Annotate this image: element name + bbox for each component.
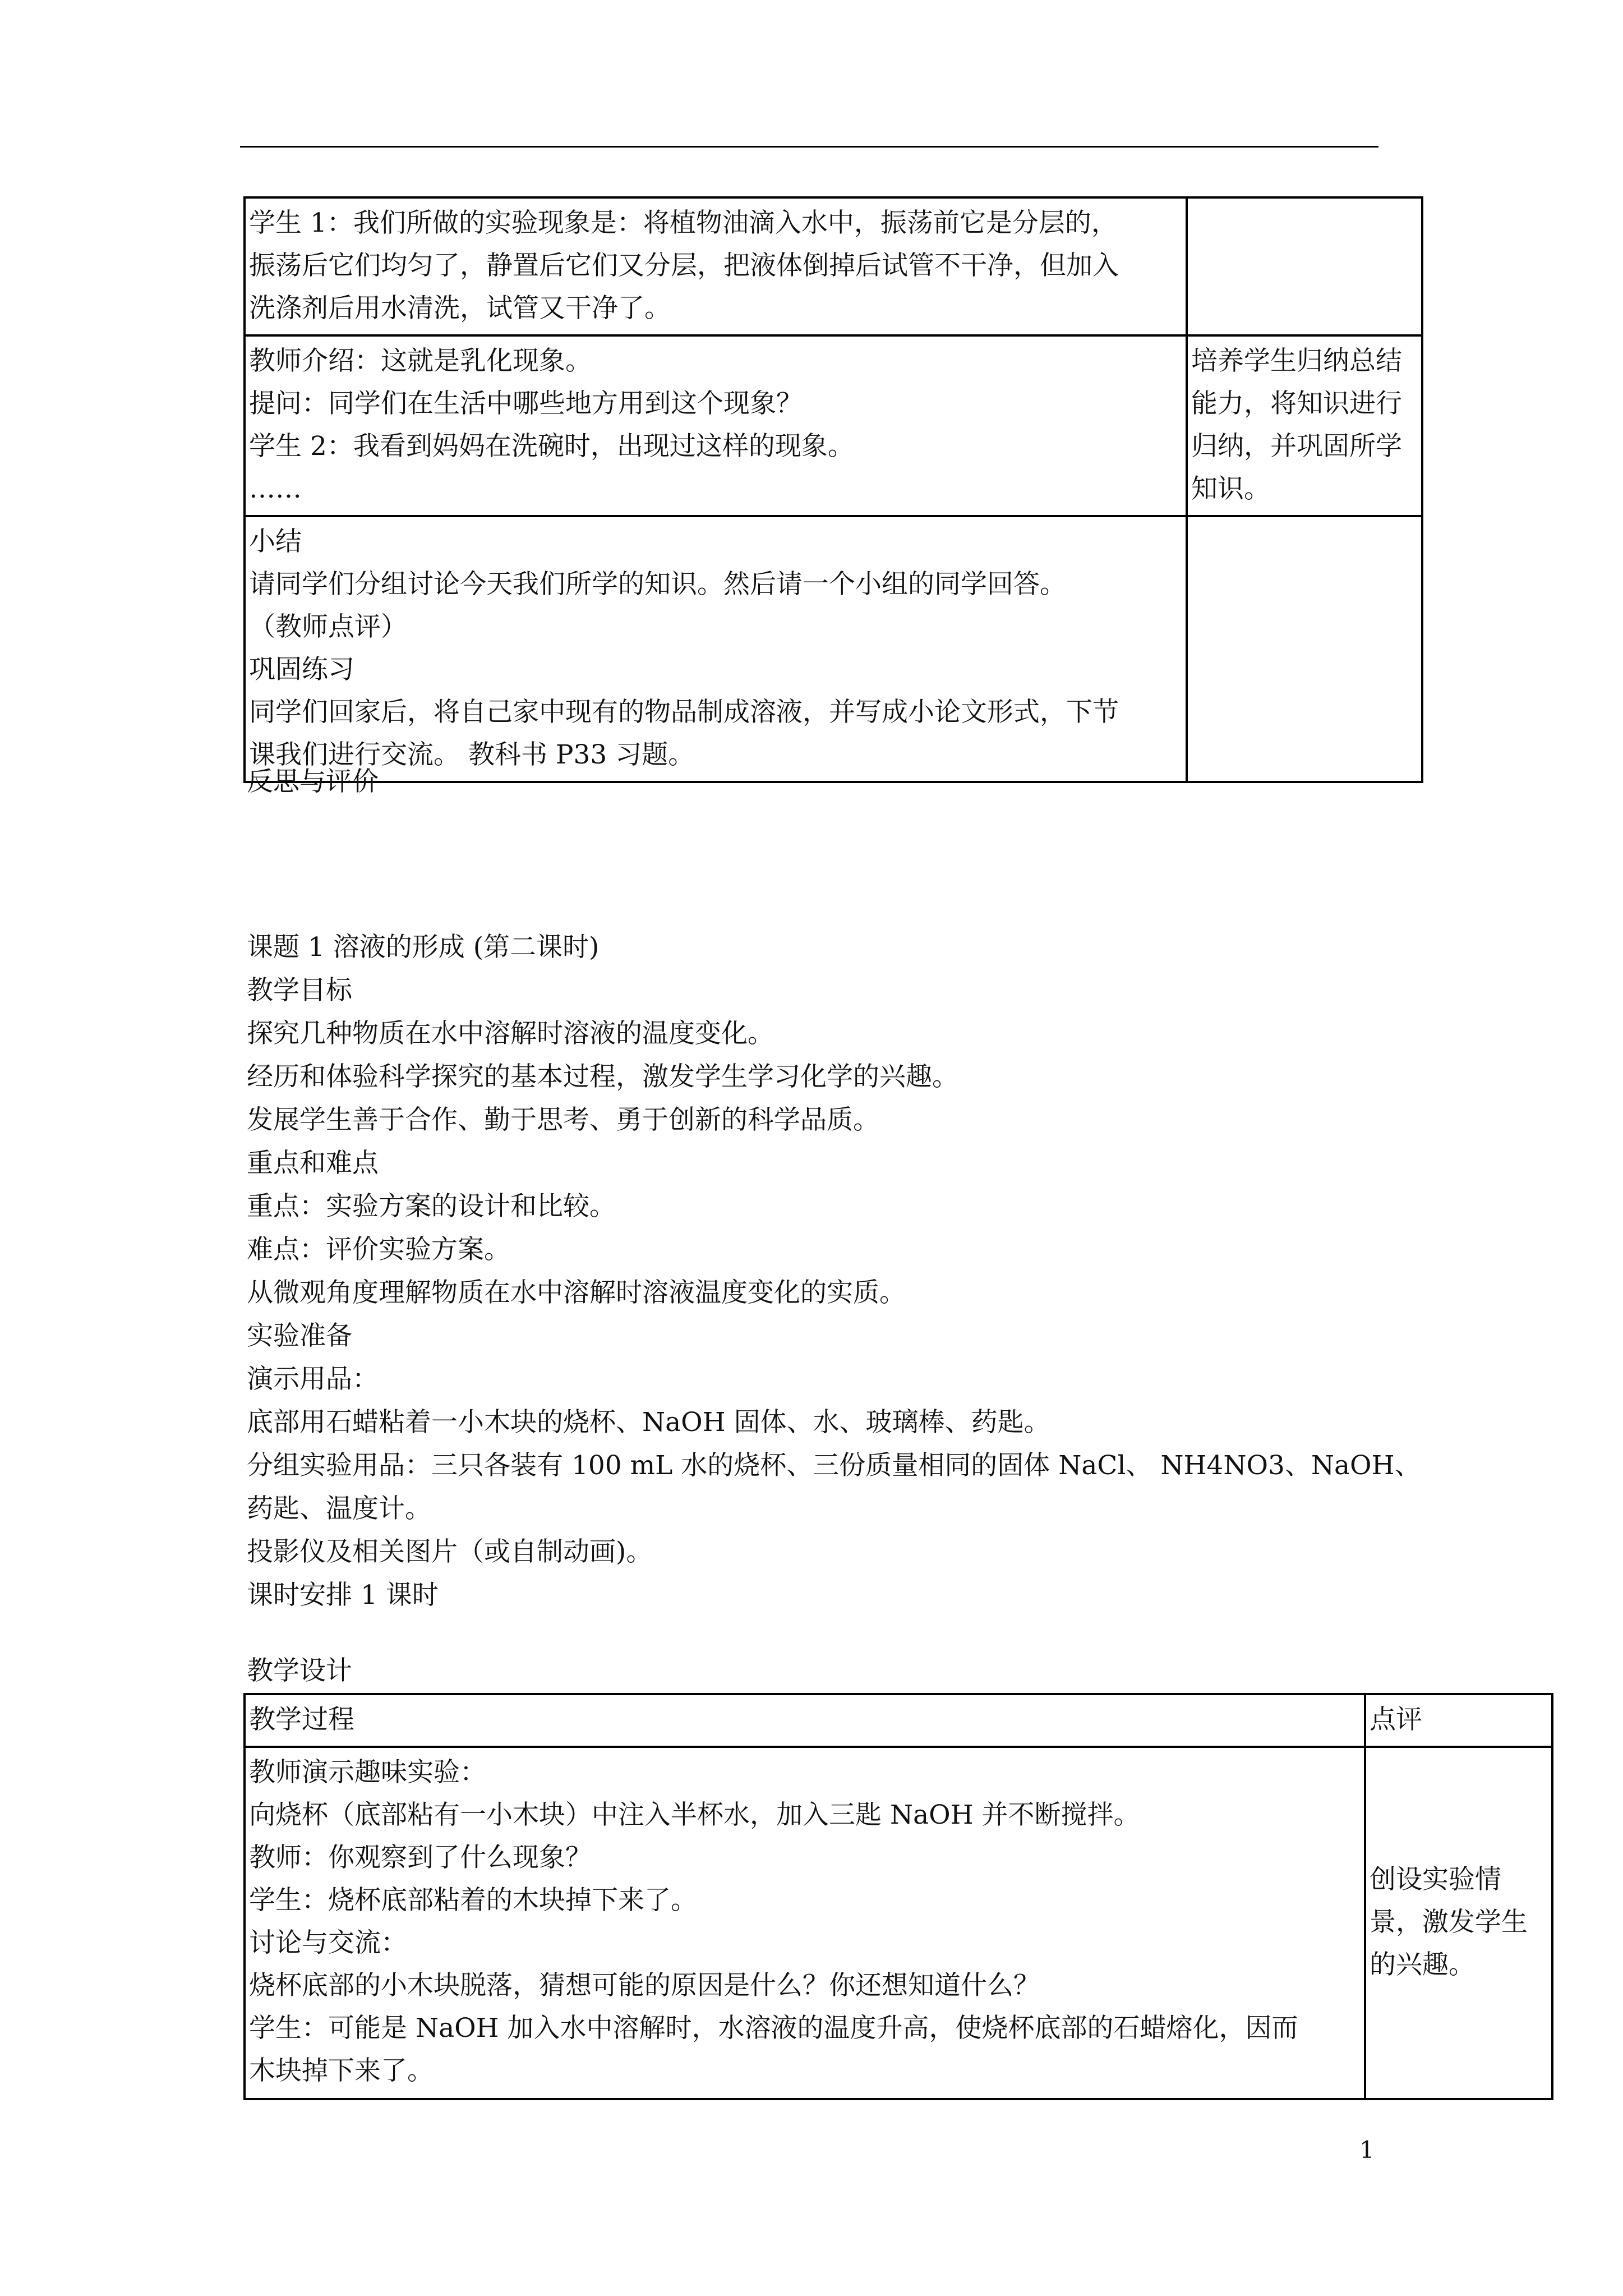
process-line: 教师：你观察到了什么现象？ [249,1842,592,1873]
lesson-line: 重点：实验方案的设计和比较。 [247,1191,616,1222]
process-line: 木块掉下来了。 [249,2055,434,2086]
table-row [245,1747,1552,2099]
process-line: 洗涤剂后用水清洗，试管又干净了。 [249,293,671,324]
comment-cell [1187,197,1422,335]
comment-text: 创设实验情景，激发学生的兴趣。 [1370,1864,1528,1980]
process-line: 学生 2：我看到妈妈在洗碗时，出现过这样的现象。 [249,431,854,462]
process-line: 烧杯底部的小木块脱落，猜想可能的原因是什么？你还想知道什么？ [249,1970,1040,2001]
lesson-line: 分组实验用品：三只各装有 100 mL 水的烧杯、三份质量相同的固体 NaCl、 NH4NO3、NaOH、 [247,1450,1421,1481]
process-line: 提问：同学们在生活中哪些地方用到这个现象？ [249,388,803,419]
process-line: 学生 1：我们所做的实验现象是：将植物油滴入水中，振荡前它是分层的， [249,208,1118,238]
lesson-line: 重点和难点 [247,1148,379,1179]
header-process: 教学过程 [245,1694,1365,1747]
page-number: 1 [1359,2136,1375,2164]
process-line: 课我们进行交流。 教科书 P33 习题。 [249,739,695,770]
comment-cell [1365,1747,1552,2099]
lesson-line: 难点：评价实验方案。 [247,1234,510,1265]
header-comment: 点评 [1365,1694,1552,1747]
process-cell [245,516,1187,782]
lesson-line: 实验准备 [247,1320,352,1351]
table-header-row [245,1694,1552,1747]
lesson-line: 演示用品： [247,1364,379,1395]
lesson-line: 经历和体验科学探究的基本过程，激发学生学习化学的兴趣。 [247,1061,958,1092]
lesson-title: 课题 1 溶液的形成 (第二课时) [247,932,600,963]
design-label: 教学设计 [247,1655,352,1686]
table-row [245,197,1422,335]
process-line: 学生：可能是 NaOH 加入水中溶解时，水溶液的温度升高，使烧杯底部的石蜡熔化，因而 [249,2013,1298,2044]
process-line: 向烧杯（底部粘有一小木块）中注入半杯水，加入三匙 NaOH 并不断搅拌。 [249,1800,1140,1830]
process-line: 学生：烧杯底部粘着的木块掉下来了。 [249,1885,697,1916]
comment-text: 培养学生归纳总结能力，将知识进行归纳，并巩固所学知识。 [1191,346,1402,504]
lesson-table-1 [243,196,1423,783]
process-line: 巩固练习 [249,654,354,685]
process-line: 请同学们分组讨论今天我们所学的知识。然后请一个小组的同学回答。 [249,569,1066,600]
lesson-section [247,926,1421,1617]
table-row [245,516,1422,782]
lesson-line: 探究几种物质在水中溶解时溶液的温度变化。 [247,1018,774,1049]
process-line: 同学们回家后，将自己家中现有的物品制成溶液，并写成小论文形式，下节 [249,697,1119,728]
lesson-line: 投影仪及相关图片（或自制动画)。 [247,1536,653,1567]
lesson-line: 课时安排 1 课时 [247,1580,439,1611]
process-line: 教师介绍：这就是乳化现象。 [249,346,592,376]
comment-cell [1187,516,1422,782]
comment-cell [1187,335,1422,516]
process-line: …… [249,473,302,504]
reflection-label: 反思与评价 [247,766,379,797]
lesson-table-2 [243,1693,1553,2100]
lesson-line: 药匙、温度计。 [247,1493,431,1524]
table-row [245,335,1422,516]
header-rule [240,146,1378,148]
lesson-line: 教学目标 [247,975,352,1006]
process-line: 讨论与交流： [249,1927,407,1958]
process-cell [245,1747,1365,2099]
process-line: （教师点评） [249,611,407,642]
process-line: 小结 [249,526,302,557]
process-line: 振荡后它们均匀了，静置后它们又分层，把液体倒掉后试管不干净，但加入 [249,250,1119,281]
process-cell [245,335,1187,516]
lesson-line: 从微观角度理解物质在水中溶解时溶液温度变化的实质。 [247,1277,906,1308]
lesson-line: 底部用石蜡粘着一小木块的烧杯、NaOH 固体、水、玻璃棒、药匙。 [247,1407,1050,1438]
process-line: 教师演示趣味实验： [249,1757,486,1788]
process-cell [245,197,1187,335]
lesson-line: 发展学生善于合作、勤于思考、勇于创新的科学品质。 [247,1105,879,1135]
